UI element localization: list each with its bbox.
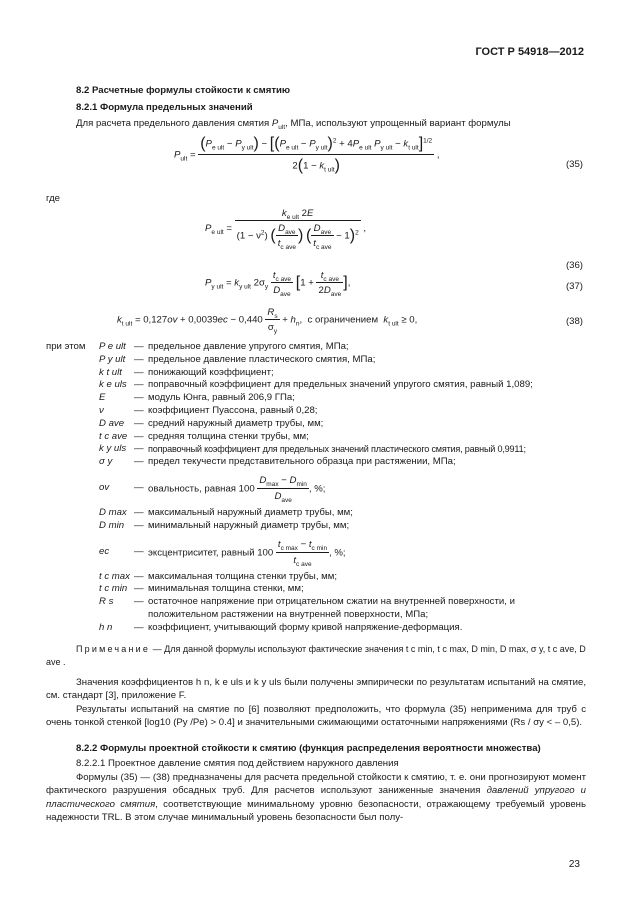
definition-row: k y uls — поправочный коэффициент для предельных значений пластического смятия, равный 0,9911;	[99, 443, 526, 455]
standard-header: ГОСТ Р 54918—2012	[475, 46, 584, 58]
note-label: Примечание	[76, 644, 151, 654]
section-heading-8-2-1: 8.2.1 Формула предельных значений	[76, 102, 253, 113]
definition-row: D ave — средний наружный диаметр трубы, мм;	[99, 417, 324, 429]
section-heading-8-2: 8.2 Расчетные формулы стойкости к смятию	[76, 85, 291, 96]
definitions-list	[46, 341, 586, 635]
note-text: — Для данной формулы используют фактические значения t c min, t c max, D min, D max, σ y, t c ave, D ave .	[46, 644, 586, 667]
section-heading-8-2-2: 8.2.2 Формулы проектной стойкости к смятию (функция распределения вероятности множества)	[76, 743, 541, 754]
paragraph-coefficients: Значения коэффициентов h n, k e uls и k y uls были получены эмпирически по результатам испытаний на смятие, см. стандарт [3], приложение F.	[46, 677, 586, 702]
formula-36: $P_{e ult}$ = $k_{e ult}$ 2E $(1 - \nu^2)$ ( $\frac{D_{ave}}{t_{c ave}}$ ) ( $\frac{D_{ave}}{t_{c ave}}$ − 1)$^2$ ,	[205, 208, 367, 251]
equation-number-37: (37)	[565, 281, 583, 292]
intro-text: Для расчета предельного давления смятия $P_{ult}$, МПа, используют упрощенный вариант формулы	[76, 118, 511, 131]
definition-row: D min — минимальный наружный диаметр трубы, мм;	[99, 519, 350, 531]
definition-row: σ y — предел текучести представительного образца при растяжении, МПа;	[99, 456, 456, 468]
definition-row: при этом P e ult — предельное давление упругого смятия, МПа;	[46, 341, 349, 352]
note-block	[46, 643, 586, 668]
paragraph-test-results: Результаты испытаний на смятие по [6] позволяют предположить, что формула (35) неприменима для труб с очень тонкой стенкой [log10 (Py /Pe) > 0.4] и значительными сжимающими остаточными напряжениями (Rs / σy < – 0,5).	[46, 704, 586, 729]
definition-row: R s — остаточное напряжение при отрицательном сжатии на внутренней поверхности, и положительном растяжении на внутренней поверхности, МПа;	[99, 596, 515, 620]
definition-row: ν — коэффициент Пуассона, равный 0,28;	[99, 404, 318, 416]
definition-row: t c max — максимальная толщина стенки трубы, мм;	[99, 570, 338, 582]
formula-37: $P_{y ult} = k_{y ult}$ $2\sigma_y$ $\frac{t_{c ave}}{D_{ave}}$ [1 + $\frac{t_{c ave}}{2D_{ave}}$ ],	[205, 270, 351, 298]
definition-row: t c ave — средняя толщина стенки трубы, мм;	[99, 430, 309, 442]
where-label: где	[46, 193, 61, 204]
definition-row: P y ult — предельное давление пластического смятия, МПа;	[99, 353, 376, 365]
definition-row: h n — коэффициент, учитывающий форму кривой напряжение-деформация.	[99, 621, 463, 633]
formula-35: $P_{ult}$ = $(P_{e ult} - P_{y ult}) - [(P_{e ult} - P_{y ult})^2 + 4P_{e ult}$ $P_{y ult} - k_{t ult}]^{1/2}$ $2(1 - k_{t ult})$ ,	[174, 135, 440, 174]
formula-38: $k_{t ult} = 0,127ov + 0,0039ec - 0,440$ $\frac{R_s}{\sigma_y}$ + $h_n$, с ограничением $k_{t ult} \ge 0$,	[117, 307, 418, 335]
definition-row: k t ult — понижающий коэффициент;	[99, 366, 274, 378]
equation-number-35: (35)	[565, 159, 583, 170]
definition-row: k e uls — поправочный коэффициент для предельных значений упругого смятия, равный 1,089;	[99, 379, 533, 391]
definition-row-eccentricity: ec — эксцентриситет, равный 100 $\frac{t_{c max} - t_{c min}}{t_{c ave}}$ , %;	[99, 538, 346, 568]
paragraph-design-formulas: Формулы (35) — (38) предназначены для расчета предельной стойкости к смятию, т. е. они прогнозируют момент фактического разрушения обсадных труб. Для расчетов используют заниженные значения давлений упругого и пластического смятия, соответствующие минимальному уровню безопасности, отражающему требуемый уровень надежности TRL. В этом случае минимальный уровень безопасности был полу-	[46, 772, 587, 824]
definition-row: E — модуль Юнга, равный 206,9 ГПа;	[99, 392, 295, 404]
definition-row: t c min — минимальная толщина стенки, мм;	[99, 583, 304, 595]
equation-number-36: (36)	[565, 260, 583, 271]
definition-row-ovality: ov — овальность, равная 100 $\frac{D_{max} - D_{min}}{D_{ave}}$ , %;	[99, 474, 326, 504]
equation-number-38: (38)	[565, 316, 583, 327]
definition-row: D max — максимальный наружный диаметр трубы, мм;	[99, 506, 353, 518]
page-number: 23	[568, 859, 580, 870]
section-heading-8-2-2-1: 8.2.2.1 Проектное давление смятия под действием наружного давления	[76, 758, 399, 769]
